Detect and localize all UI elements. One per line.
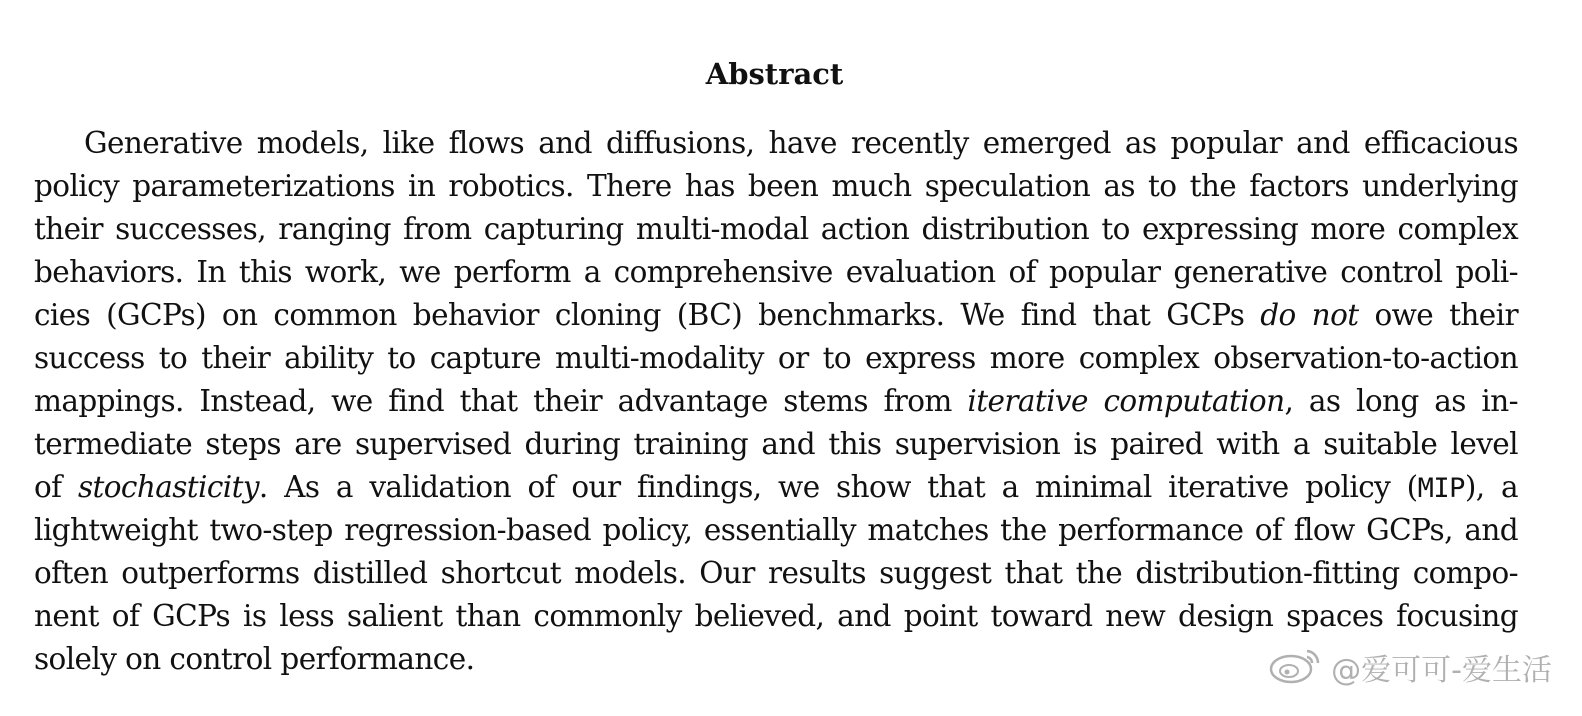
abstract-line-5: [34, 294, 1518, 337]
abstract-line-4: behaviors. In this work, we perform a comprehensive evaluation of popular generative control poli-: [34, 255, 1518, 289]
abstract-line-2: policy parameterizations in robotics. There has been much speculation as to the factors underlying: [34, 169, 1518, 203]
abstract-line-9-text-b: . As a validation of our findings, we show that a minimal iterative policy (: [258, 470, 1418, 504]
emphasis-iterative-computation: iterative computation: [967, 384, 1285, 418]
abstract-line-1: Generative models, like flows and diffusions, have recently emerged as popular and efficacious: [84, 126, 1518, 160]
abstract-line-10: lightweight two-step regression-based policy, essentially matches the performance of flow GCPs, and: [34, 513, 1518, 547]
abstract-line-7-text-b: , as long as in-: [1284, 384, 1518, 418]
abstract-line-9-text-a: of: [34, 470, 78, 504]
abstract-line-3: their successes, ranging from capturing multi-modal action distribution to expressing more complex: [34, 212, 1518, 246]
emphasis-do-not: do not: [1260, 298, 1359, 332]
abstract-line-5-text-a: cies (GCPs) on common behavior cloning (BC) benchmarks. We find that GCPs: [34, 298, 1261, 332]
abstract-line-9-text-c: ), a: [1464, 470, 1518, 504]
mip-code: MIP: [1417, 473, 1465, 504]
abstract-line-7: [34, 380, 1518, 423]
abstract-line-13: solely on control performance.: [34, 642, 475, 676]
watermark-text: @爱可可-爱生活: [1331, 652, 1552, 688]
abstract-line-7-text-a: mappings. Instead, we find that their advantage stems from: [34, 384, 968, 418]
abstract-heading: Abstract: [705, 57, 844, 91]
weibo-icon: [1267, 645, 1323, 696]
emphasis-stochasticity: stochasticity: [77, 470, 259, 504]
abstract-line-5-text-b: owe their: [1358, 298, 1518, 332]
abstract-line-8: termediate steps are supervised during training and this supervision is paired with a suitable level: [34, 427, 1518, 461]
abstract-line-6: success to their ability to capture multi-modality or to express more complex observation-to-action: [34, 341, 1518, 375]
watermark: [1267, 645, 1552, 696]
abstract-line-12: nent of GCPs is less salient than commonly believed, and point toward new design spaces focusing: [34, 599, 1518, 633]
abstract-line-11: often outperforms distilled shortcut models. Our results suggest that the distribution-fitting compo-: [34, 556, 1518, 590]
abstract-line-9: [34, 466, 1518, 509]
abstract-body: [34, 122, 1518, 681]
